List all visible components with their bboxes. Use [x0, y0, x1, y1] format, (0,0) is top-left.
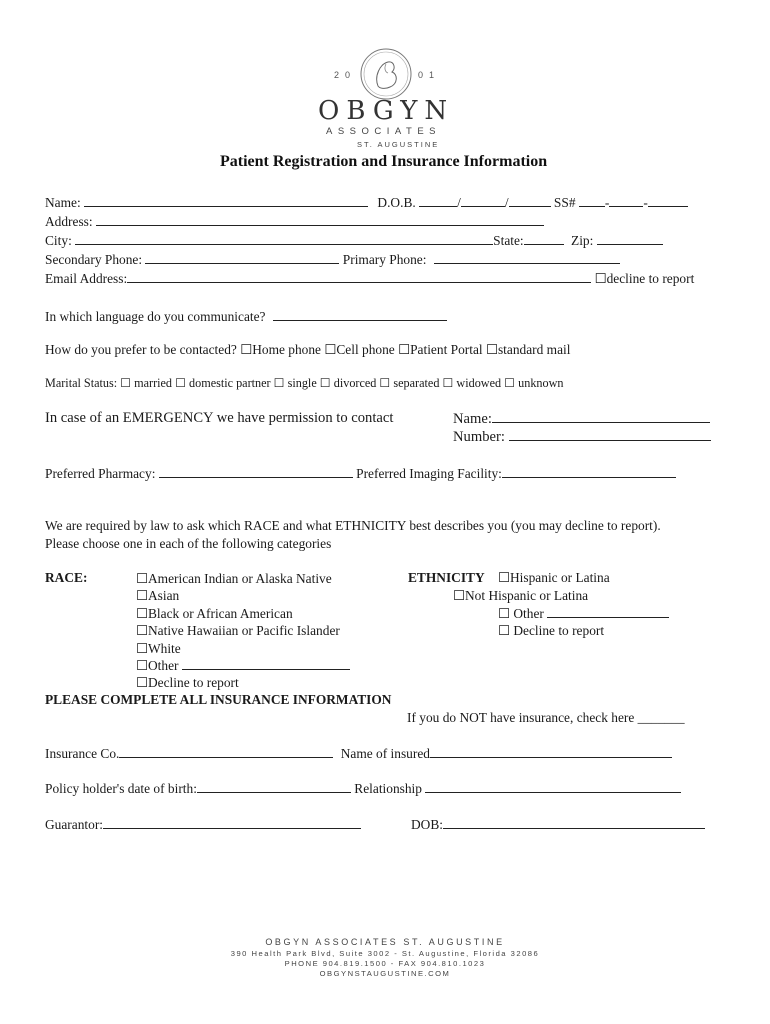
email-label: Email Address:	[45, 271, 128, 286]
race-option-other[interactable]: ☐Other	[136, 658, 179, 674]
ethnicity-label: ETHNICITY	[408, 570, 485, 585]
logo-year-left: 20	[334, 70, 357, 80]
name-of-insured-label: Name of insured	[340, 746, 430, 761]
race-option-black[interactable]: ☐Black or African American	[136, 605, 293, 621]
race-label: RACE:	[45, 570, 88, 585]
city-label: City:	[45, 233, 72, 248]
zip-label: Zip:	[571, 233, 594, 248]
address-field[interactable]	[96, 213, 544, 226]
guarantor-dob-field[interactable]	[443, 816, 705, 829]
insurance-heading: PLEASE COMPLETE ALL INSURANCE INFORMATION	[45, 692, 392, 707]
pharmacy-label: Preferred Pharmacy:	[45, 466, 156, 481]
emergency-name-row	[453, 410, 710, 428]
emergency-number-field[interactable]	[509, 428, 711, 441]
ethnicity-other-row	[498, 605, 669, 622]
secondary-phone-label: Secondary Phone:	[45, 252, 143, 267]
ss-part2-field[interactable]	[609, 194, 643, 207]
address-row	[45, 213, 544, 230]
logo-sub: ASSOCIATES	[326, 126, 442, 137]
pharmacy-field[interactable]	[159, 465, 353, 478]
imaging-label: Preferred Imaging Facility:	[356, 466, 502, 481]
email-field[interactable]	[127, 270, 591, 283]
law-text-line2: Please choose one in each of the following categories	[45, 536, 332, 551]
race-option-decline[interactable]: ☐Decline to report	[136, 675, 239, 691]
guarantor-row	[45, 816, 361, 833]
policy-dob-field[interactable]	[197, 780, 351, 793]
name-field[interactable]	[84, 194, 368, 207]
emergency-name-label: Name:	[453, 411, 492, 427]
ethnicity-option-decline[interactable]: ☐ Decline to report	[498, 623, 605, 638]
guarantor-label: Guarantor:	[45, 817, 104, 832]
email-decline-checkbox[interactable]: ☐decline to report	[594, 271, 695, 286]
phones-row	[45, 251, 620, 268]
policy-row	[45, 780, 681, 797]
logo-city: ST. AUGUSTINE	[357, 140, 440, 149]
insurance-co-field[interactable]	[119, 745, 333, 758]
guarantor-field[interactable]	[103, 816, 361, 829]
primary-phone-label: Primary Phone:	[342, 252, 427, 267]
language-question: In which language do you communicate?	[45, 309, 266, 324]
footer-website: OBGYNSTAUGUSTINE.COM	[319, 969, 451, 978]
footer-address: 390 Health Park Blvd, Suite 3002 - St. Augustine, Florida 32086	[230, 949, 540, 958]
guarantor-dob-row	[411, 816, 705, 833]
ethnicity-option-not-hispanic[interactable]: ☐Not Hispanic or Latina	[453, 588, 589, 603]
insurance-co-row	[45, 745, 672, 762]
language-row	[45, 308, 447, 325]
city-field[interactable]	[75, 232, 493, 245]
city-row	[45, 232, 663, 249]
secondary-phone-field[interactable]	[145, 251, 339, 264]
page-title: Patient Registration and Insurance Information	[220, 153, 548, 170]
no-insurance-checkline[interactable]: If you do NOT have insurance, check here _______	[407, 710, 685, 725]
dob-month-field[interactable]	[419, 194, 457, 207]
ss-label: SS#	[553, 195, 576, 210]
imaging-field[interactable]	[502, 465, 676, 478]
footer-phone: PHONE 904.819.1500 - FAX 904.810.1023	[284, 959, 486, 968]
race-options	[136, 570, 350, 692]
guarantor-dob-label: DOB:	[411, 817, 443, 832]
emergency-number-label: Number:	[453, 429, 505, 445]
ethnicity-option-other[interactable]: ☐ Other	[498, 606, 544, 621]
relationship-field[interactable]	[425, 780, 681, 793]
dob-label: D.O.B.	[377, 195, 416, 210]
race-option-native-hawaiian[interactable]: ☐Native Hawaiian or Pacific Islander	[136, 623, 340, 639]
name-row: Name: D.O.B. / / SS# - -	[45, 194, 688, 211]
contact-preference-row[interactable]	[45, 342, 570, 358]
name-of-insured-field[interactable]	[430, 745, 672, 758]
marital-status-text[interactable]: Marital Status: ☐ married ☐ domestic partner ☐ single ☐ divorced ☐ separated ☐ widowed ☐ unknown	[45, 376, 564, 390]
logo-emblem-icon	[358, 46, 414, 102]
dob-day-field[interactable]	[461, 194, 505, 207]
ss-part1-field[interactable]	[579, 194, 605, 207]
primary-phone-field[interactable]	[434, 251, 620, 264]
address-label: Address:	[45, 214, 93, 229]
emergency-number-row	[453, 428, 711, 446]
dob-year-field[interactable]	[509, 194, 551, 207]
footer	[0, 937, 770, 978]
marital-status-row[interactable]	[45, 376, 564, 391]
emergency-text: In case of an EMERGENCY we have permission to contact	[45, 410, 394, 426]
state-label: State:	[493, 233, 524, 248]
logo-year-right: 01	[418, 70, 441, 80]
law-text-line1: We are required by law to ask which RACE and what ETHNICITY best describes you (you may decline to report).	[45, 518, 661, 533]
ethnicity-other-field[interactable]	[547, 605, 669, 618]
zip-field[interactable]	[597, 232, 663, 245]
race-option-white[interactable]: ☐White	[136, 640, 181, 656]
race-option-asian[interactable]: ☐Asian	[136, 588, 180, 604]
relationship-label: Relationship	[354, 781, 422, 796]
email-row	[45, 270, 694, 287]
footer-company: OBGYN ASSOCIATES ST. AUGUSTINE	[265, 937, 505, 947]
name-label: Name:	[45, 195, 85, 210]
ethnicity-option-hispanic[interactable]: ☐Hispanic or Latina	[498, 570, 610, 585]
insurance-co-label: Insurance Co.	[45, 746, 120, 761]
pharmacy-row	[45, 465, 676, 482]
language-field[interactable]	[273, 308, 447, 321]
race-option-other-row	[136, 657, 350, 674]
policy-dob-label: Policy holder's date of birth:	[45, 781, 197, 796]
race-other-field[interactable]	[182, 657, 350, 670]
logo-name: OBGYN	[318, 96, 455, 126]
emergency-name-field[interactable]	[492, 410, 710, 423]
ss-part3-field[interactable]	[648, 194, 688, 207]
contact-preference-text[interactable]: How do you prefer to be contacted? ☐Home phone ☐Cell phone ☐Patient Portal ☐standard mail	[45, 342, 571, 357]
race-option-american-indian[interactable]: ☐American Indian or Alaska Native	[136, 571, 332, 586]
state-field[interactable]	[524, 232, 564, 245]
